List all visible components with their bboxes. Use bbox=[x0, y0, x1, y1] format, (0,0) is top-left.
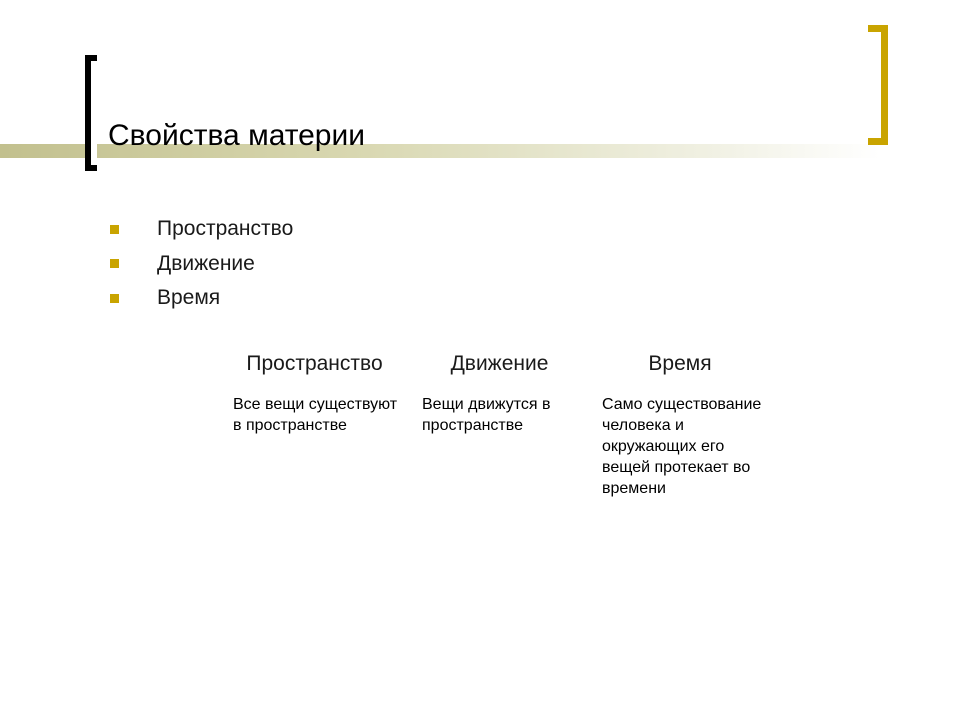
right-bracket-decoration bbox=[868, 25, 888, 145]
slide-title: Свойства материи bbox=[108, 119, 366, 152]
table-cell-time-description: Само существование человека и окружающих его вещей протекает во времени bbox=[602, 396, 762, 497]
bullet-item-time bbox=[110, 281, 293, 316]
square-bullet-icon bbox=[110, 225, 119, 234]
table-cell-space-description: Все вещи существуют в пространстве bbox=[233, 396, 398, 434]
bullet-label: Пространство bbox=[157, 217, 294, 241]
bullet-item-motion bbox=[110, 247, 293, 282]
table-cell-motion-description: Вещи движутся в пространстве bbox=[422, 396, 551, 434]
square-bullet-icon bbox=[110, 294, 119, 303]
table-header-motion: Движение bbox=[450, 352, 549, 375]
left-bracket-decoration bbox=[85, 55, 97, 171]
concepts-table bbox=[220, 352, 770, 499]
table-header-row bbox=[220, 352, 770, 394]
bullet-label: Движение bbox=[157, 251, 255, 275]
bullet-item-space bbox=[110, 212, 293, 247]
bullet-list bbox=[110, 212, 293, 316]
square-bullet-icon bbox=[110, 259, 119, 268]
table-row bbox=[220, 394, 770, 499]
bullet-label: Время bbox=[157, 286, 221, 310]
table-header-space: Пространство bbox=[246, 352, 383, 375]
table-header-time: Время bbox=[648, 352, 712, 375]
